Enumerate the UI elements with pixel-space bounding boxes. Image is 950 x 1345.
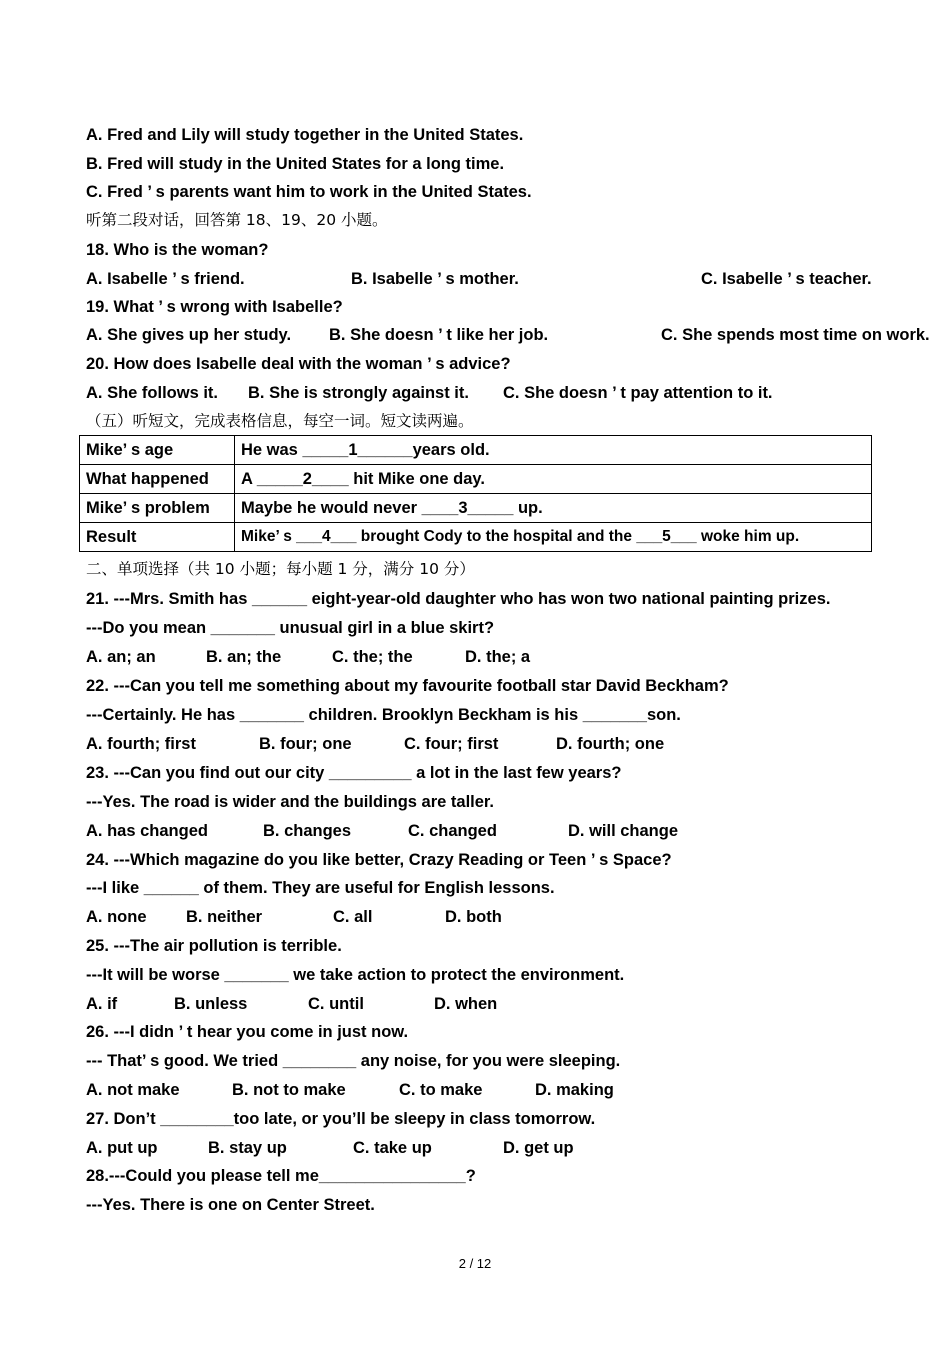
q20-option-b: B. She is strongly against it. — [248, 384, 469, 402]
q20-stem: 20. How does Isabelle deal with the woman ’ s advice? — [86, 355, 511, 373]
q26-option-c: C. to make — [399, 1081, 483, 1099]
q18-option-b: B. Isabelle ’ s mother. — [351, 270, 519, 288]
q27-option-d: D. get up — [503, 1139, 574, 1157]
table-row — [80, 436, 872, 465]
q23-option-c: C. changed — [408, 822, 497, 840]
q17-option-c: C. Fred ’ s parents want him to work in the United States. — [86, 183, 532, 201]
q27-stem: 27. Don’t ________too late, or you’ll be sleepy in class tomorrow. — [86, 1110, 596, 1128]
table-content: Mike’ s ___4___ brought Cody to the hospital and the ___5___ woke him up. — [235, 523, 872, 552]
q22-option-d: D. fourth; one — [556, 735, 665, 753]
q26-reply: --- That’ s good. We tried ________ any noise, for you were sleeping. — [86, 1052, 621, 1070]
q19-stem: 19. What ’ s wrong with Isabelle? — [86, 298, 343, 316]
info-table — [79, 435, 872, 552]
q17-option-b: B. Fred will study in the United States for a long time. — [86, 155, 505, 173]
q19-option-a: A. She gives up her study. — [86, 326, 292, 344]
q26-option-b: B. not to make — [232, 1081, 346, 1099]
q18-option-c: C. Isabelle ’ s teacher. — [701, 270, 872, 288]
q24-reply: ---I like ______ of them. They are useful for English lessons. — [86, 879, 555, 897]
q23-stem: 23. ---Can you find out our city _________ a lot in the last few years? — [86, 764, 622, 782]
table-label: Mike’ s age — [80, 436, 235, 465]
q22-stem: 22. ---Can you tell me something about my favourite football star David Beckham? — [86, 677, 729, 695]
q25-reply: ---It will be worse _______ we take action to protect the environment. — [86, 966, 625, 984]
q27-option-c: C. take up — [353, 1139, 432, 1157]
q27-option-b: B. stay up — [208, 1139, 287, 1157]
q17-option-a: A. Fred and Lily will study together in the United States. — [86, 126, 524, 144]
table-row — [80, 494, 872, 523]
table-label: Mike’ s problem — [80, 494, 235, 523]
q22-option-a: A. fourth; first — [86, 735, 196, 753]
page-number: 2 / 12 — [458, 1256, 492, 1271]
table-label: Result — [80, 523, 235, 552]
q20-option-a: A. She follows it. — [86, 384, 219, 402]
table-content: Maybe he would never ____3_____ up. — [235, 494, 872, 523]
q25-option-c: C. until — [308, 995, 364, 1013]
q27-option-a: A. put up — [86, 1139, 158, 1157]
q18-stem: 18. Who is the woman? — [86, 241, 269, 259]
section5-instructions: （五）听短文，完成表格信息，每空一词。短文读两遍。 — [86, 412, 474, 430]
q22-option-b: B. four; one — [259, 735, 352, 753]
q23-reply: ---Yes. The road is wider and the buildings are taller. — [86, 793, 495, 811]
q21-option-a: A. an; an — [86, 648, 156, 666]
table-content: A _____2____ hit Mike one day. — [235, 465, 872, 494]
table-row — [80, 465, 872, 494]
q21-option-b: B. an; the — [206, 648, 282, 666]
q22-reply: ---Certainly. He has _______ children. Brooklyn Beckham is his _______son. — [86, 706, 681, 724]
q23-option-d: D. will change — [568, 822, 679, 840]
q24-stem: 24. ---Which magazine do you like better, Crazy Reading or Teen ’ s Space? — [86, 851, 672, 869]
q26-option-d: D. making — [535, 1081, 614, 1099]
q19-option-b: B. She doesn ’ t like her job. — [329, 326, 549, 344]
q25-option-a: A. if — [86, 995, 118, 1013]
q28-stem: 28.---Could you please tell me________________? — [86, 1167, 476, 1185]
table-content: He was _____1______years old. — [235, 436, 872, 465]
q26-option-a: A. not make — [86, 1081, 180, 1099]
q26-stem: 26. ---I didn ’ t hear you come in just now. — [86, 1023, 409, 1041]
part2-header: 二、单项选择（共 10 小题；每小题 1 分，满分 10 分） — [86, 560, 475, 578]
q20-option-c: C. She doesn ’ t pay attention to it. — [503, 384, 773, 402]
q21-reply: ---Do you mean _______ unusual girl in a blue skirt? — [86, 619, 495, 637]
q24-option-d: D. both — [445, 908, 502, 926]
q19-option-c: C. She spends most time on work. — [661, 326, 930, 344]
table-label: What happened — [80, 465, 235, 494]
section4-part2-instructions: 听第二段对话，回答第 18、19、20 小题。 — [86, 211, 388, 229]
q18-option-a: A. Isabelle ’ s friend. — [86, 270, 245, 288]
q24-option-b: B. neither — [186, 908, 263, 926]
table-row — [80, 523, 872, 552]
q23-option-b: B. changes — [263, 822, 352, 840]
q28-reply: ---Yes. There is one on Center Street. — [86, 1196, 375, 1214]
q25-option-d: D. when — [434, 995, 498, 1013]
q25-option-b: B. unless — [174, 995, 248, 1013]
q21-stem: 21. ---Mrs. Smith has ______ eight-year-old daughter who has won two national painting prizes. — [86, 590, 831, 608]
q21-option-c: C. the; the — [332, 648, 413, 666]
q24-option-c: C. all — [333, 908, 373, 926]
q22-option-c: C. four; first — [404, 735, 499, 753]
q21-option-d: D. the; a — [465, 648, 531, 666]
q25-stem: 25. ---The air pollution is terrible. — [86, 937, 342, 955]
q23-option-a: A. has changed — [86, 822, 208, 840]
q24-option-a: A. none — [86, 908, 147, 926]
